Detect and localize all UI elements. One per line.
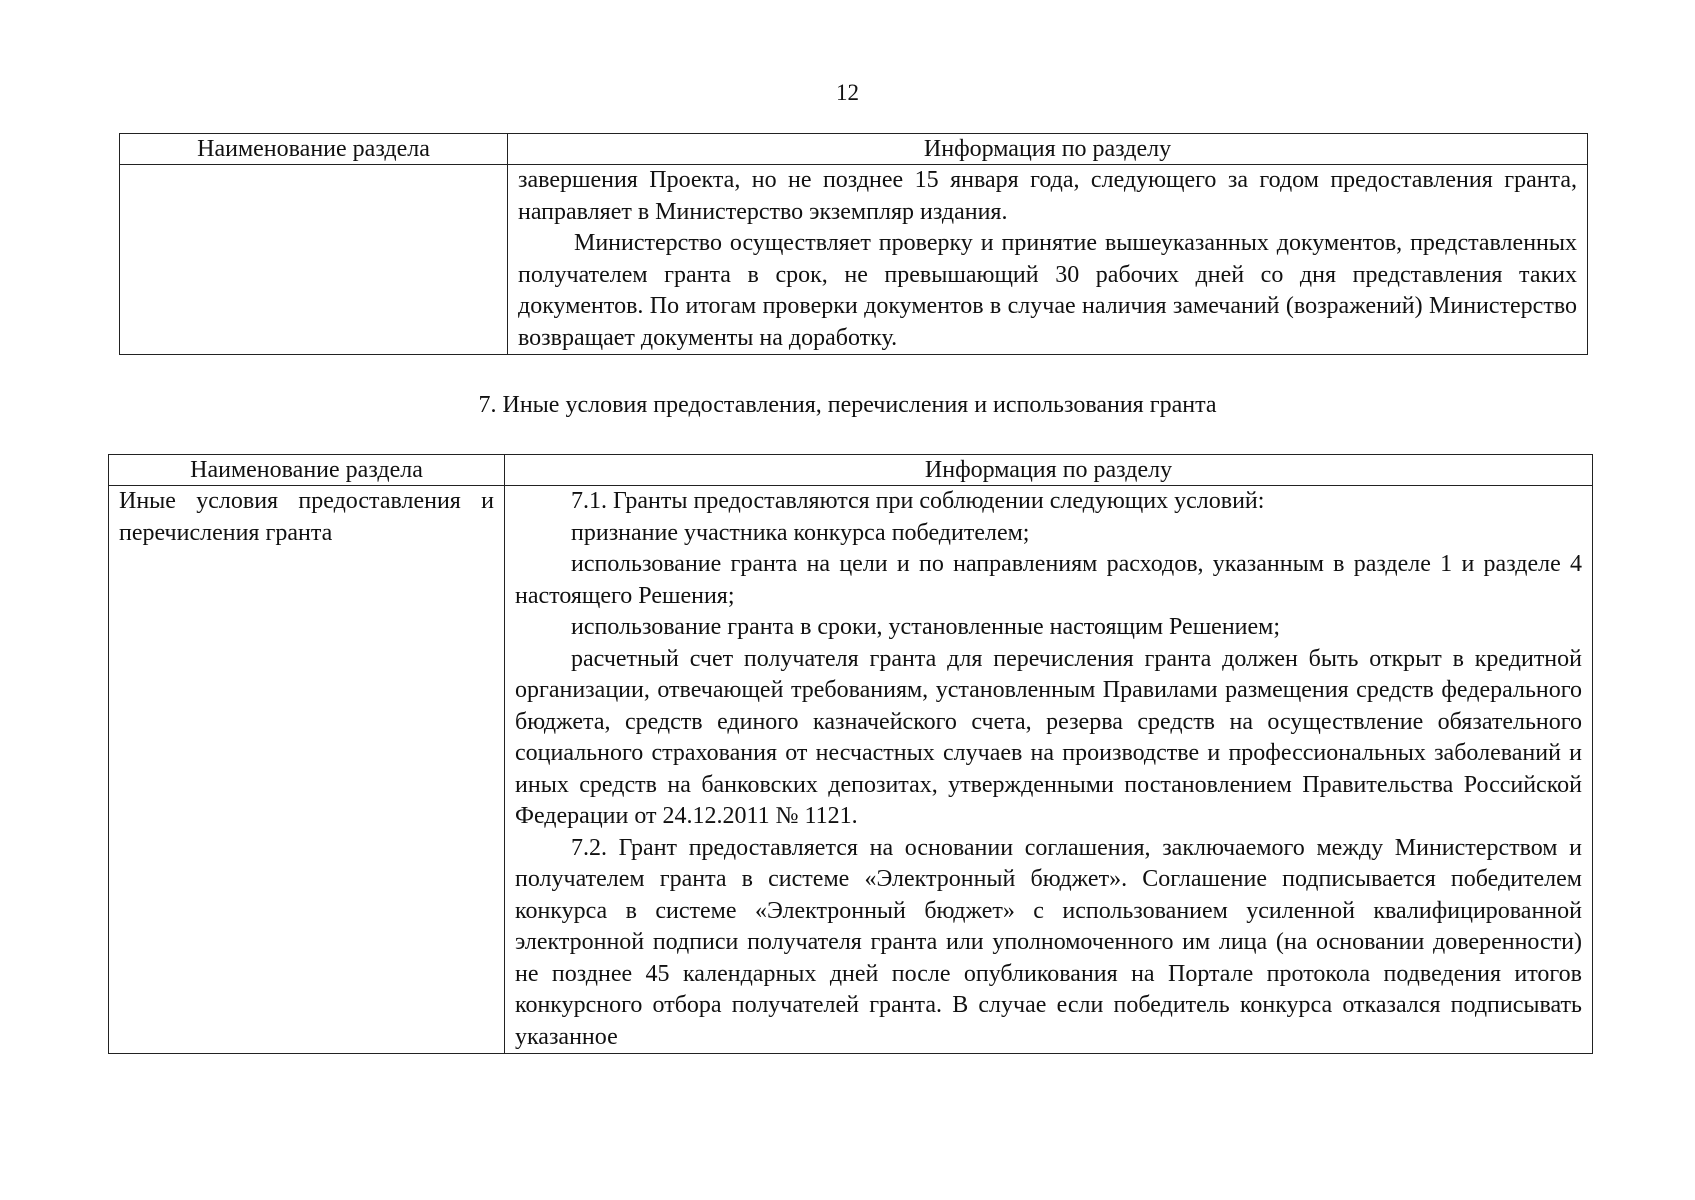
section-info-cell bbox=[508, 165, 1588, 355]
info-paragraph: признание участника конкурса победителем; bbox=[571, 519, 1030, 546]
info-paragraph: 7.2. Грант предоставляется на основании соглашения, заключаемого между Министерством и получателем гранта в системе «Электронный бюджет». Соглашение подписывается победителем конкурса в системе «Электронный бюджет» с использованием усиленной квалифицированной электронной подписи получателя гранта или уполномоченного им лица (на основании доверенности) не позднее 45 календарных дней после опубликования на Портале протокола подведения итогов конкурсного отбора получателей гранта. В случае если победитель конкурса отказался подписывать указанное bbox=[515, 834, 1582, 1050]
header-section-name: Наименование раздела bbox=[109, 455, 505, 486]
info-paragraph: расчетный счет получателя гранта для перечисления гранта должен быть открыт в кредитной организации, отвечающей требованиям, установленным Правилами размещения средств федерального бюджета, средств единого казначейского счета, резерва средств на осуществление обязательного социального страхования от несчастных случаев на производстве и профессиональных заболеваний и иных средств на банковских депозитах, утвержденными постановлением Правительства Российской Федерации от 24.12.2011 № 1121. bbox=[515, 645, 1582, 829]
info-paragraph: использование гранта в сроки, установленные настоящим Решением; bbox=[571, 614, 1281, 640]
table-header-row bbox=[120, 134, 1588, 165]
section-name-cell bbox=[109, 486, 505, 1054]
header-section-name: Наименование раздела bbox=[120, 134, 508, 165]
table-row bbox=[120, 165, 1588, 355]
section-info-cell bbox=[505, 486, 1593, 1054]
header-section-info: Информация по разделу bbox=[508, 134, 1588, 165]
table-header-row bbox=[109, 455, 1593, 486]
info-paragraph: Министерство осуществляет проверку и принятие вышеуказанных документов, представленных получателем гранта в срок, не превышающий 30 рабочих дней со дня представления таких документов. По итогам проверки документов в случае наличия замечаний (возражений) Министерство возвращает документы на доработку. bbox=[518, 230, 1577, 351]
info-paragraph: 7.1. Гранты предоставляются при соблюдении следующих условий: bbox=[571, 488, 1265, 514]
section-heading: 7. Иные условия предоставления, перечисления и использования гранта bbox=[478, 392, 1217, 418]
section-name-cell bbox=[120, 165, 508, 355]
section-7-table bbox=[108, 454, 1593, 1054]
page-number: 12 bbox=[836, 80, 859, 105]
continuation-table bbox=[119, 133, 1588, 355]
table-row bbox=[109, 486, 1593, 1054]
info-paragraph: завершения Проекта, но не позднее 15 января года, следующего за годом предоставления гранта, направляет в Министерство экземпляр издания. bbox=[518, 167, 1577, 225]
section-name-text: Иные условия предоставления и перечисления гранта bbox=[119, 488, 494, 546]
header-section-info: Информация по разделу bbox=[505, 455, 1593, 486]
info-paragraph: использование гранта на цели и по направлениям расходов, указанным в разделе 1 и разделе 4 настоящего Решения; bbox=[515, 551, 1582, 609]
